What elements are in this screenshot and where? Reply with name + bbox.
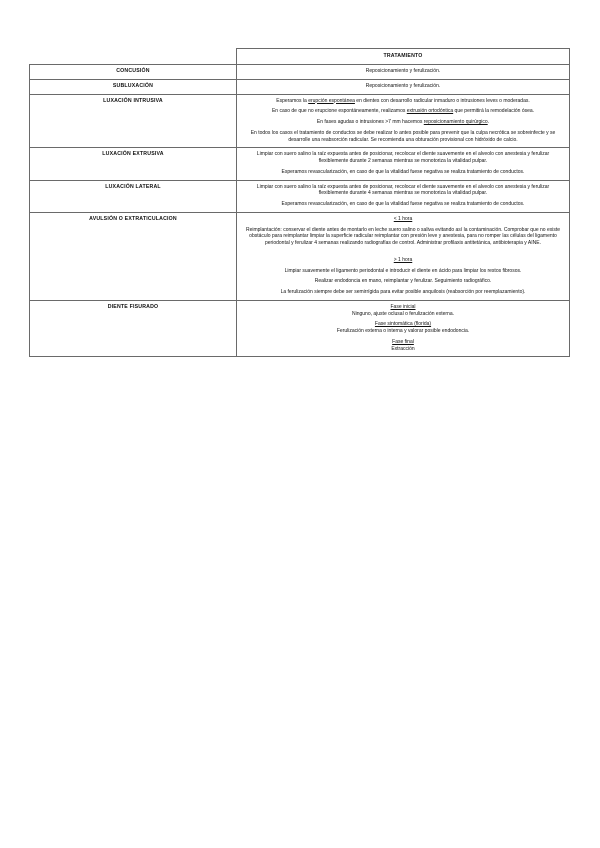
paragraph: Esperamos revascularización, en caso de que la vitalidad fuese negativa se realiza tratamiento de conductos. — [281, 201, 525, 208]
row-treatment — [237, 212, 570, 300]
row-treatment — [237, 300, 570, 357]
paragraph: Reimplantación: conservar el diente antes de montarlo en leche suero salino o saliva evitando así la contaminación. Comprobar que no existe obstáculo para reimplantar limpiar la superficie radicular reimplantar con presión leve y anestesia, para no romper las células del ligamento periodontal y ferulizar 4 semanas realizando radiografías de control. Administrar profilaxis antitetánica, antibioterapia y AINE. — [245, 226, 561, 247]
row-treatment — [237, 180, 570, 212]
paragraph: En fases agudas o intrusiones >7 mm hacemos reposicionamiento quirúrgico. — [316, 119, 490, 126]
table-row — [30, 148, 570, 180]
header-treatment: TRATAMIENTO — [237, 49, 570, 65]
paragraph: La ferulización siempre debe ser semirrígida para evitar posible anquilosis (reabsorción por reemplazamiento). — [280, 289, 526, 296]
phase-block — [243, 339, 563, 353]
paragraph: Extracción — [391, 345, 415, 352]
paragraph: Esperamos la erupción espontánea en dientes con desarrollo radicular inmaduro o intrusiones leves o moderadas. — [276, 97, 530, 104]
row-treatment: Reposicionamiento y ferulización. — [237, 79, 570, 94]
row-label: SUBLUXACIÓN — [30, 79, 237, 94]
table-row — [30, 212, 570, 300]
subheading: Fase final — [392, 338, 414, 345]
subheading: < 1 hora — [393, 215, 413, 222]
paragraph: Limpiar suavemente el ligamento periodontal e introducir el diente en ácido para limpiar los restos fibrosos. — [284, 267, 522, 274]
table-header-row — [30, 49, 570, 65]
row-treatment: Reposicionamiento y ferulización. — [237, 65, 570, 80]
phase-block — [243, 321, 563, 335]
header-empty-cell — [30, 49, 237, 65]
paragraph: Esperamos revascularización, en caso de que la vitalidad fuese negativa se realiza tratamiento de conductos. — [281, 168, 525, 175]
treatment-table — [29, 48, 570, 357]
paragraph: Limpiar con suero salino la raíz expuesta antes de posicionar, recolocar el diente suavemente en el alveolo con anestesia y ferulizar flexiblemente durante 2 semanas mientras se monotoriza la vitalidad pulpar. — [256, 151, 550, 165]
row-label: LUXACIÓN LATERAL — [30, 180, 237, 212]
paragraph: Limpiar con suero salino la raíz expuesta antes de posicionar, recolocar el diente suavemente en el alveolo con anestesia y ferulizar flexiblemente durante 4 semanas mientras se monotoriza la vitalidad pulpar. — [256, 183, 550, 197]
table-row — [30, 300, 570, 357]
row-label: LUXACIÓN EXTRUSIVA — [30, 148, 237, 180]
subheading: Fase inicial — [390, 303, 416, 310]
paragraph: Realizar endodoncia en mano, reimplantar y ferulizar. Seguimiento radiográfico. — [314, 278, 492, 285]
table-row — [30, 65, 570, 80]
table-row — [30, 79, 570, 94]
row-label: LUXACIÓN INTRUSIVA — [30, 94, 237, 148]
phase-block — [243, 304, 563, 318]
paragraph: Ninguno, ajuste oclusal o ferulización externa. — [351, 310, 454, 317]
table-row — [30, 94, 570, 148]
subheading: Fase sintomática (florida) — [374, 321, 432, 328]
row-treatment — [237, 148, 570, 180]
paragraph: Ferulización externa o interna y valorar posible endodoncia. — [336, 328, 470, 335]
paragraph: En caso de que no erupcione espontáneamente, realizamos extrusión ortodóntica que permitirá la remodelación ósea. — [271, 108, 535, 115]
row-label: CONCUSIÓN — [30, 65, 237, 80]
paragraph: En todos los casos el tratamiento de conductos se debe realizar lo antes posible para prevenir que la culpa necrótica se sobreinfecte y se desarrolle una reabsorción radicular. Se recomienda una obturación provisional con hidróxido de calcio. — [250, 129, 556, 143]
row-label: DIENTE FISURADO — [30, 300, 237, 357]
table-row — [30, 180, 570, 212]
subheading: > 1 hora — [393, 256, 413, 263]
row-treatment — [237, 94, 570, 148]
row-label: AVULSIÓN O EXTRATICULACION — [30, 212, 237, 300]
